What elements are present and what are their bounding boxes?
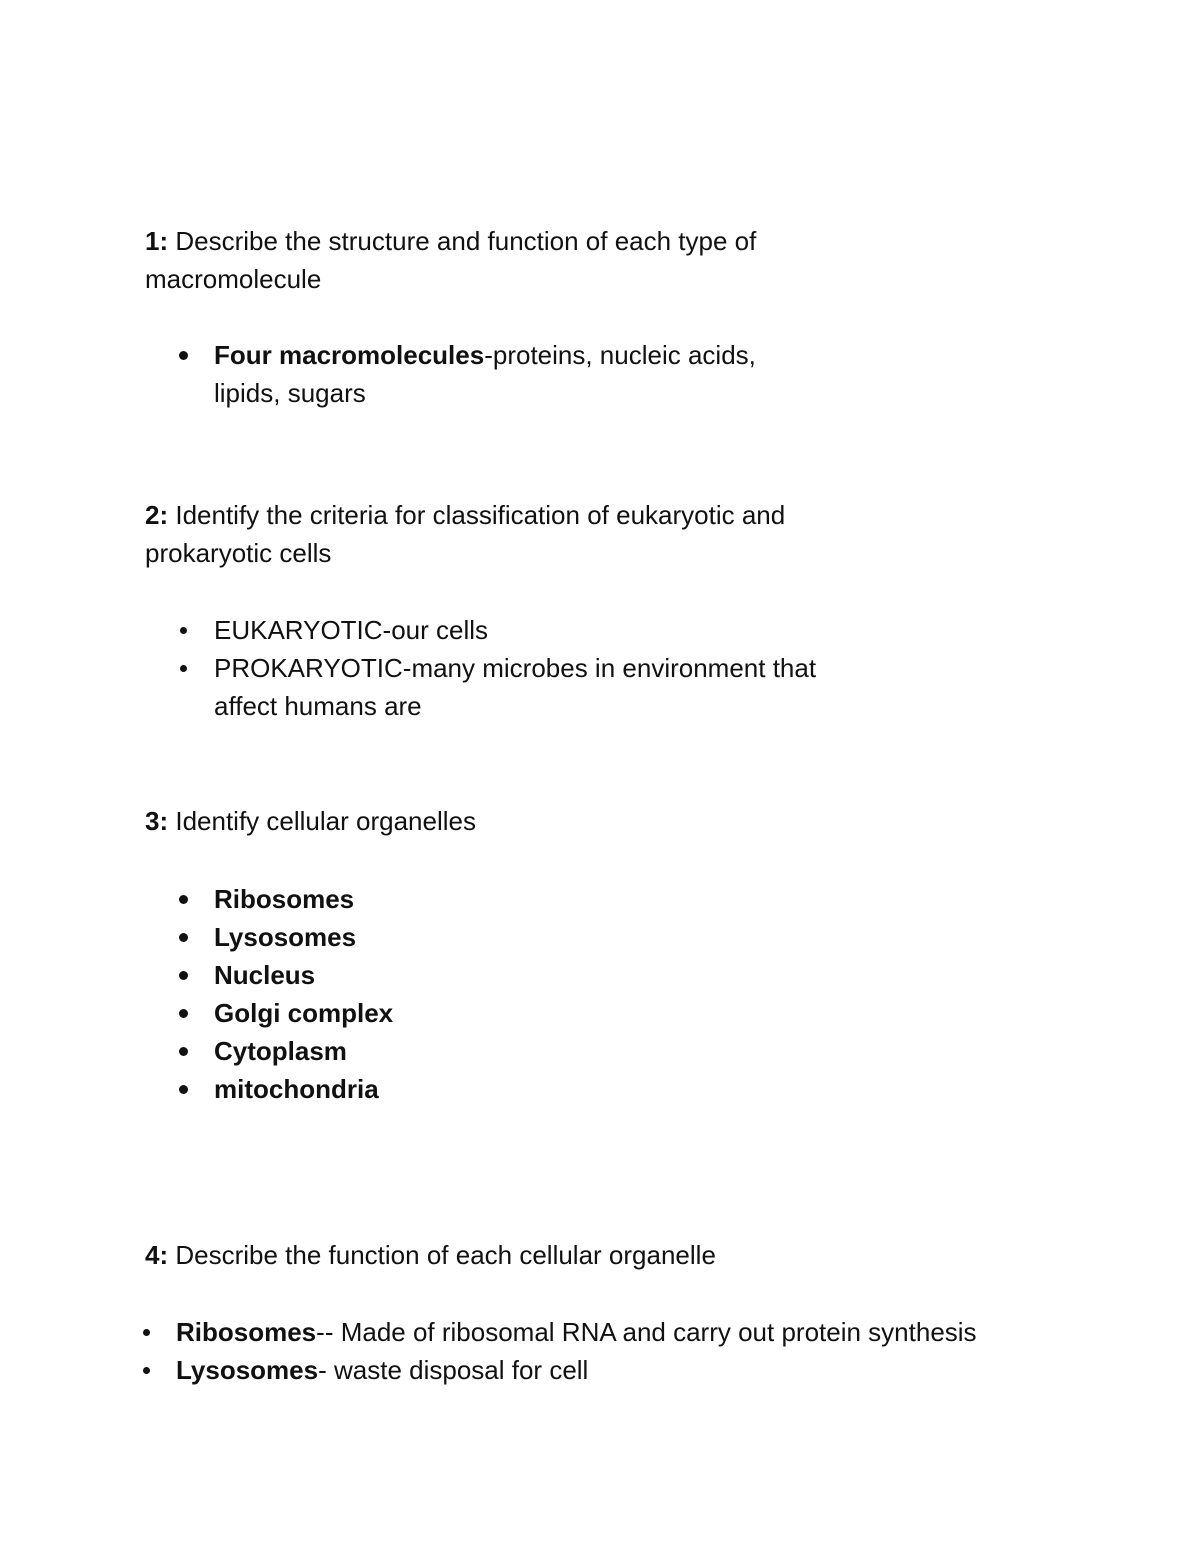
list-item (214, 1070, 393, 1108)
bullet-icon (179, 895, 188, 904)
question-number: 3: (145, 806, 169, 836)
question-text: Describe the structure and function of each type of (175, 226, 757, 256)
item-text: Cytoplasm (214, 1036, 347, 1066)
item-text: Lysosomes (214, 922, 357, 952)
bullet-icon (179, 351, 188, 360)
list-item (214, 611, 816, 649)
item-text: - waste disposal for cell (318, 1355, 589, 1385)
bullet-icon (180, 665, 187, 672)
list-item (214, 1032, 393, 1070)
item-term: Ribosomes (176, 1317, 317, 1347)
item-text: -proteins, nucleic acids, (484, 340, 756, 370)
bullet-icon (179, 933, 188, 942)
question-number: 1: (145, 226, 169, 256)
macromolecule-list (214, 336, 756, 412)
bullet-icon (143, 1367, 150, 1374)
question-text: Describe the function of each cellular organelle (175, 1240, 716, 1270)
question-3 (145, 802, 476, 840)
item-text: Nucleus (214, 960, 316, 990)
bullet-icon (179, 1009, 188, 1018)
item-term: Lysosomes (176, 1355, 319, 1385)
item-text: EUKARYOTIC-our cells (214, 615, 489, 645)
item-text: -- Made of ribosomal RNA and carry out protein synthesis (316, 1317, 977, 1347)
list-item (214, 336, 756, 412)
bullet-icon (179, 1047, 188, 1056)
item-text: PROKARYOTIC-many microbes in environment that (214, 653, 817, 683)
list-item (176, 1313, 977, 1351)
item-text-continued: lipids, sugars (214, 378, 366, 408)
organelle-list (214, 880, 393, 1108)
question-text: Identify the criteria for classification of eukaryotic and (175, 500, 786, 530)
question-text-continued: prokaryotic cells (145, 538, 332, 568)
question-4 (145, 1236, 716, 1274)
item-term: Four macromolecules (214, 340, 485, 370)
question-1 (145, 222, 756, 298)
cell-type-list (214, 611, 816, 725)
item-text: Ribosomes (214, 884, 355, 914)
item-text-continued: affect humans are (214, 691, 422, 721)
question-text-continued: macromolecule (145, 264, 322, 294)
item-text: mitochondria (214, 1074, 379, 1104)
bullet-icon (179, 971, 188, 980)
list-item (214, 918, 393, 956)
list-item (214, 649, 816, 725)
list-item (176, 1351, 977, 1389)
bullet-icon (179, 1085, 188, 1094)
list-item (214, 880, 393, 918)
item-text: Golgi complex (214, 998, 394, 1028)
list-item (214, 994, 393, 1032)
question-number: 4: (145, 1240, 169, 1270)
question-2 (145, 496, 785, 572)
bullet-icon (143, 1329, 150, 1336)
question-text: Identify cellular organelles (175, 806, 476, 836)
question-number: 2: (145, 500, 169, 530)
bullet-icon (180, 627, 187, 634)
list-item (214, 956, 393, 994)
organelle-function-list (176, 1313, 977, 1389)
